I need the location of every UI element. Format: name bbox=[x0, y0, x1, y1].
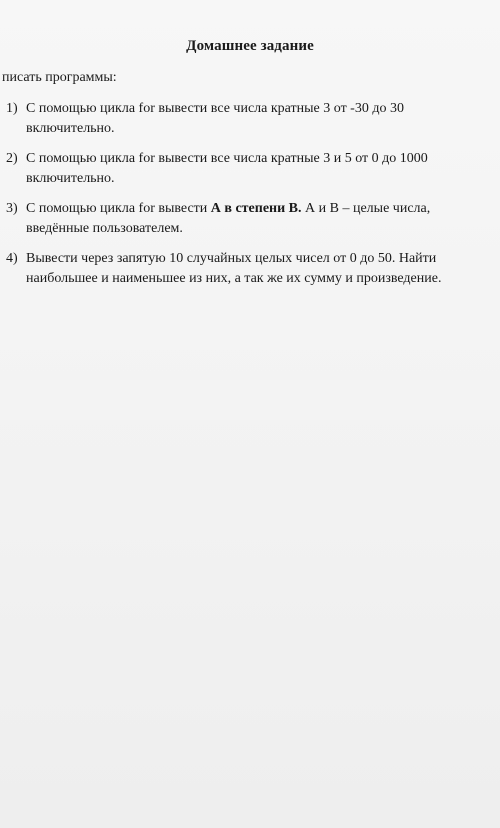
task-text-before: С помощью цикла for вывести bbox=[26, 201, 211, 216]
intro-text: писать программы: bbox=[2, 70, 117, 85]
task-text-bold: А в степени В. bbox=[210, 201, 302, 216]
task-item-1 bbox=[2, 99, 490, 139]
task-number: 4) bbox=[6, 251, 18, 266]
task-number: 3) bbox=[6, 201, 18, 216]
document-title: Домашнее задание bbox=[186, 38, 314, 54]
task-number: 1) bbox=[6, 101, 18, 116]
task-text: Вывести через запятую 10 случайных целых чисел от 0 до 50. Найти наибольшее и наименьшее из них, а так же их сумму и произведение. bbox=[26, 251, 442, 286]
task-item-3 bbox=[2, 199, 490, 239]
task-item-4 bbox=[2, 249, 490, 289]
task-text bbox=[24, 199, 490, 239]
task-number: 2) bbox=[6, 151, 18, 166]
task-text-after: А и В – целые числа, введённые пользователем. bbox=[26, 201, 431, 236]
task-list bbox=[0, 99, 490, 299]
task-text: С помощью цикла for вывести все числа кратные 3 и 5 от 0 до 1000 включительно. bbox=[26, 151, 428, 186]
task-text: С помощью цикла for вывести все числа кратные 3 от -30 до 30 включительно. bbox=[26, 101, 404, 136]
task-item-2 bbox=[2, 149, 490, 189]
